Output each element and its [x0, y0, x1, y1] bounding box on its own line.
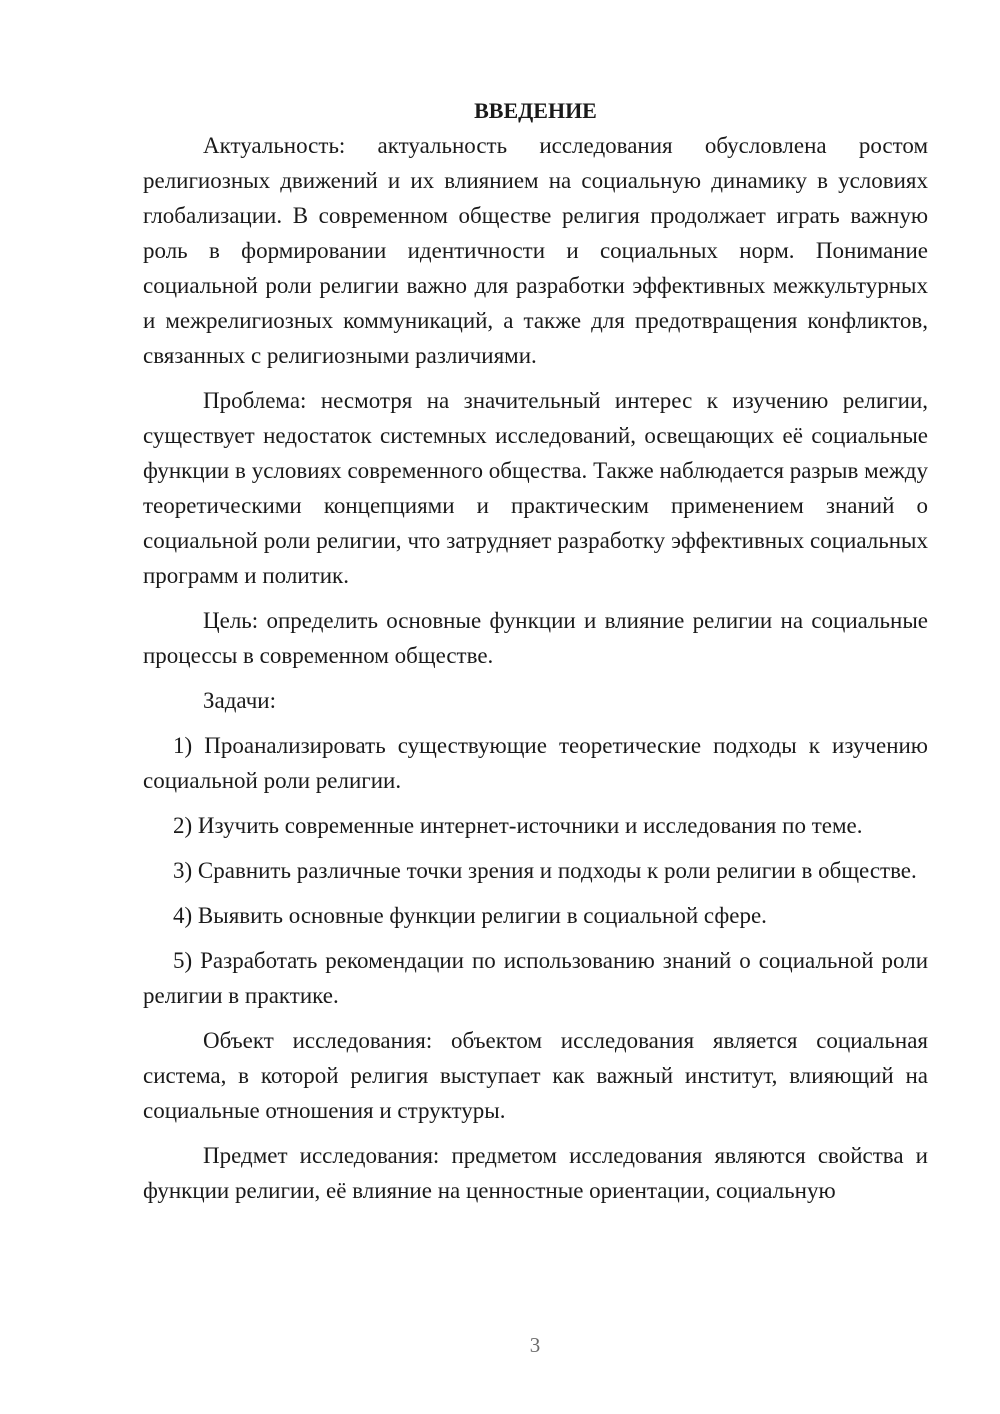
paragraph-goal: Цель: определить основные функции и влияние религии на социальные процессы в современном обществе. [143, 608, 928, 668]
paragraph-subject: Предмет исследования: предметом исследования являются свойства и функции религии, её влияние на ценностные ориентации, социальную [143, 1143, 928, 1203]
paragraph-problem: Проблема: несмотря на значительный интерес к изучению религии, существует недостаток системных исследований, освещающих её социальные функции в условиях современного общества. Также наблюдается разрыв между теоретическими концепциями и практическим применением знаний о социальной роли религии, что затрудняет разработку эффективных социальных программ и политик. [143, 388, 928, 588]
task-item-5: 5) Разработать рекомендации по использованию знаний о социальной роли религии в практике. [143, 948, 928, 1008]
paragraph-relevance: Актуальность: актуальность исследования обусловлена ростом религиозных движений и их влиянием на социальную динамику в условиях глобализации. В современном обществе религия продолжает играть важную роль в формировании идентичности и социальных норм. Понимание социальной роли религии важно для разработки эффективных межкультурных и межрелигиозных коммуникаций, а также для предотвращения конфликтов, связанных с религиозными различиями. [143, 133, 928, 368]
paragraph-object: Объект исследования: объектом исследования является социальная система, в которой религия выступает как важный институт, влияющий на социальные отношения и структуры. [143, 1028, 928, 1123]
task-item-2: 2) Изучить современные интернет-источники и исследования по теме. [173, 813, 863, 838]
task-item-3: 3) Сравнить различные точки зрения и подходы к роли религии в обществе. [173, 858, 917, 883]
task-item-4: 4) Выявить основные функции религии в социальной сфере. [173, 903, 767, 928]
section-heading: ВВЕДЕНИЕ [474, 98, 597, 123]
tasks-label: Задачи: [203, 688, 276, 713]
page-body [143, 93, 928, 1218]
page-number: 3 [529, 1333, 541, 1357]
task-item-1: 1) Проанализировать существующие теоретические подходы к изучению социальной роли религии. [143, 733, 928, 793]
